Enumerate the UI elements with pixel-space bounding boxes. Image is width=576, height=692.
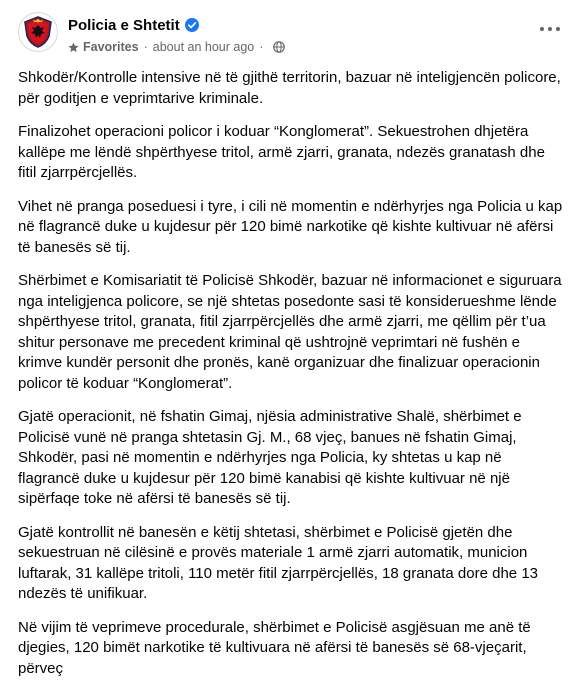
post-paragraph: Gjatë operacionit, në fshatin Gimaj, njësia administrative Shalë, shërbimet e Policisë vunë në pranga shtetasin Gj. M., 68 vjeç, banues në fshatin Gimaj, Shkodër, pasi në momentin e ndërhyrjes nga Policia, ky shtetas u kap në flagrancë duke u kujdesur për 120 bimë kanabisi që kishte kultivuar në një sipërfaqe toke në afërsi të banesës së tij. [18,408,522,507]
page-name[interactable]: Policia e Shtetit [68,16,180,34]
post-meta [68,39,285,55]
post-paragraph: Shërbimet e Komisariatit të Policisë Shkodër, bazuar në informacionet e siguruara nga inteligjenca policore, se një shtetas posedonte sasi të konsiderueshme lënde shpërthyese tritol, granata, fitil zjarrpërcjellës dhe armë zjarri, me qëllim për t’ua shitur personave me precedent kriminal që ushtrojnë veprimtari në fushën e krimve kundër personit dhe pronës, kanë organizuar dhe finalizuar operacionin policor të koduar “Konglomerat”. [18,272,562,392]
meta-separator: · [143,40,148,54]
audience-label[interactable]: Favorites [83,40,139,54]
post-paragraph: Finalizohet operacioni policor i koduar “Konglomerat”. Sekuestrohen dhjetëra kallëpe me lëndë shpërthyese tritol, armë zjarri, granata, ndezës granatash dhe fitil zjarrpërcjellës. [18,123,545,181]
post-paragraph: Gjatë kontrollit në banesën e këtij shtetasi, shërbimet e Policisë gjetën dhe sekuestruan në cilësinë e provës materiale 1 armë zjarri automatik, municion luftarak, 31 kallëpe tritoli, 110 metër fitil zjarrpërcjellës, 18 granata dore dhe 13 ndezës të unifikuar. [18,523,538,602]
post-paragraph: Shkodër/Kontrolle intensive në të gjithë territorin, bazuar në inteligjencën policore, për goditjen e veprimtarive kriminale. [18,69,561,107]
police-emblem-icon [22,16,54,48]
meta-separator: · [259,40,264,54]
post-timestamp[interactable]: about an hour ago [152,40,255,54]
post-paragraph: Vihet në pranga poseduesi i tyre, i cili në momentin e ndërhyrjes nga Policia u kap në flagrancë duke u kujdesur për 120 bimë narkotike që kishte kultivuar në afërsi të banesës së tij. [18,197,563,256]
star-icon [68,42,79,53]
post-header [18,12,560,60]
post-body [18,68,566,692]
globe-icon[interactable] [273,41,285,53]
author-row [68,15,199,35]
page-avatar[interactable] [18,12,58,52]
more-options-icon[interactable] [540,24,560,34]
verified-badge-icon [185,18,199,32]
post-paragraph: Në vijim të veprimeve procedurale, shërbimet e Policisë asgjësuan me anë të djegies, 120 bimët narkotike të kultivuara në afërsi të banesës së 68-vjeçarit, përveç [18,618,531,677]
